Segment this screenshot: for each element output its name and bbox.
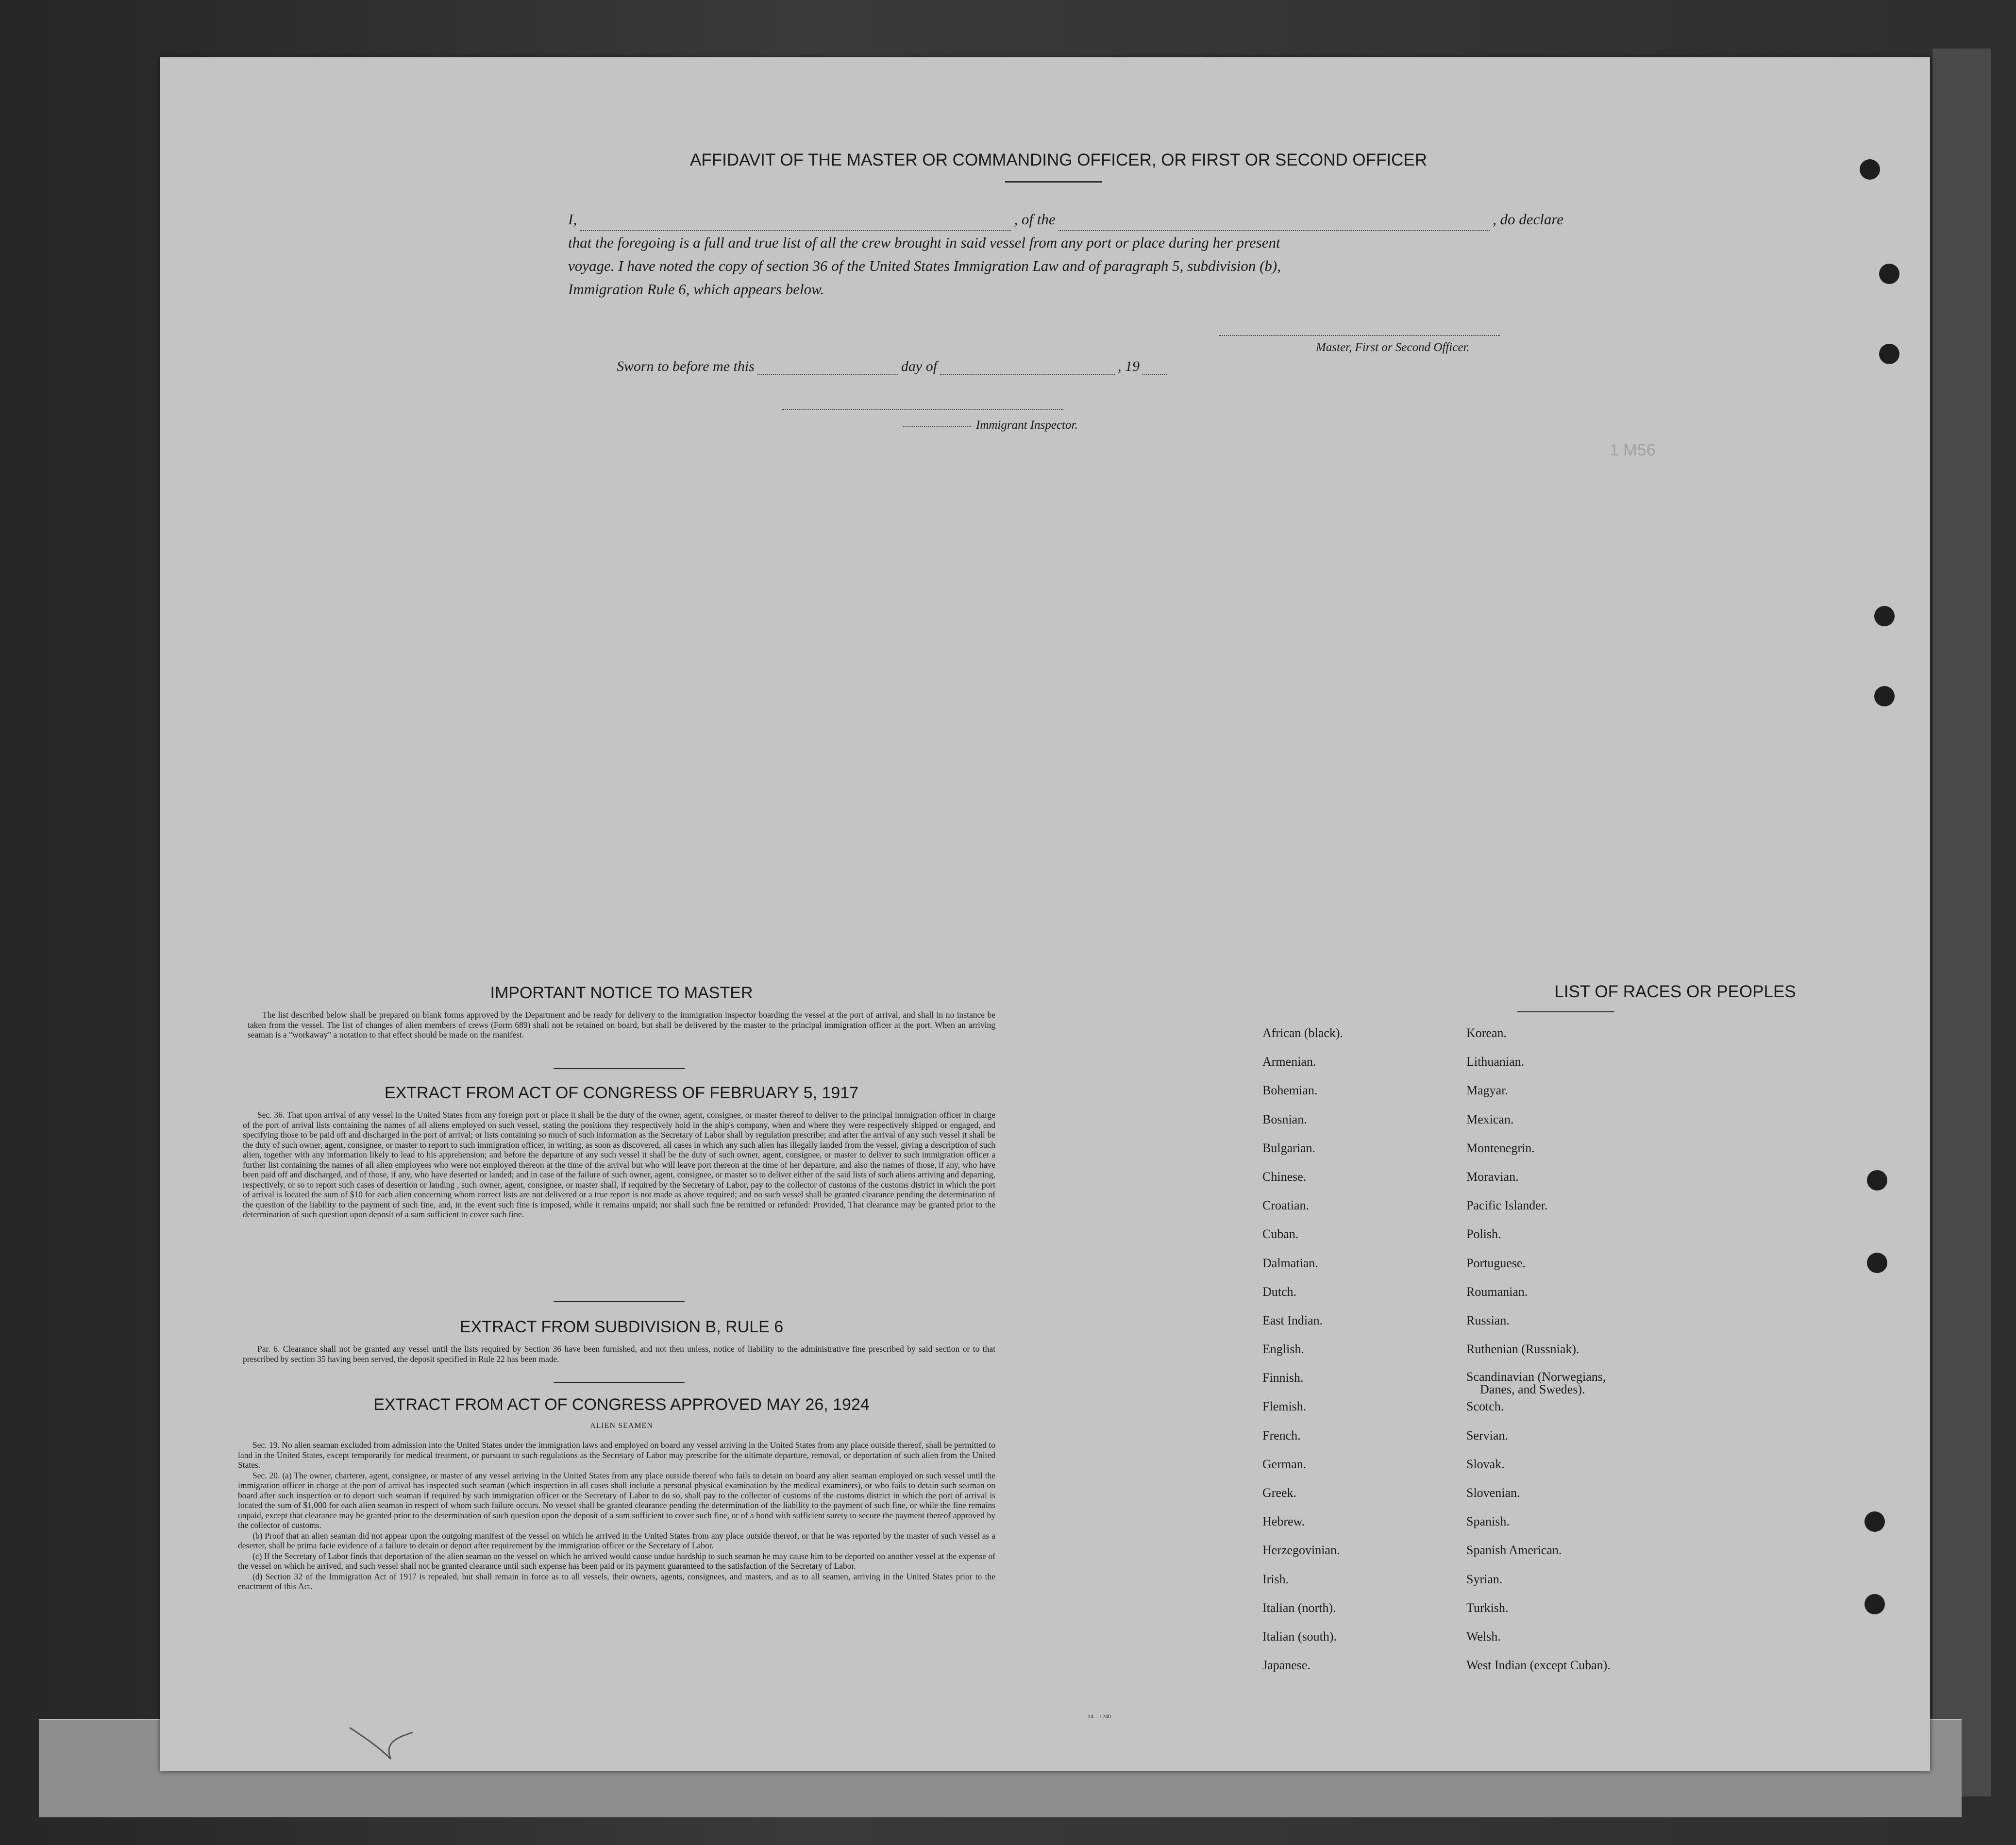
race-item: Croatian. xyxy=(1262,1198,1310,1213)
punch-hole xyxy=(1879,264,1899,284)
punch-hole xyxy=(1860,159,1880,180)
sec-19-paragraph: Sec. 19. No alien seaman excluded from admission into the United States under the immigration laws and employed on board any vessel arriving in the United States from any place outside thereof, shall be permitted to land in the United States, except temporarily for medical treatment, or pursuant to such regulations as the Secretary of Labor may prescribe for the ultimate departure, removal, or deportation of such alien from the United States. xyxy=(238,1440,995,1470)
extract-rule6-title: EXTRACT FROM SUBDIVISION B, RULE 6 xyxy=(459,1318,784,1336)
race-item: Scotch. xyxy=(1466,1399,1504,1414)
race-item: Dalmatian. xyxy=(1262,1256,1318,1270)
sec-20c-paragraph: (c) If the Secretary of Labor finds that deportation of the alien seaman on the vessel on which he arrived would cause undue hardship to such seaman he may cause him to be deported on another vessel at the expense of the vessel on which he arrived, and such vessel shall not be granted clearance until such expense has been paid or its payment guaranteed to the satisfaction of the Secretary of Labor. xyxy=(238,1551,995,1571)
race-item: Dutch. xyxy=(1262,1284,1297,1299)
pencil-mark xyxy=(345,1718,418,1766)
race-item: Moravian. xyxy=(1466,1169,1519,1184)
race-item: Italian (south). xyxy=(1262,1629,1337,1644)
punch-hole xyxy=(1874,686,1895,706)
race-item: Greek. xyxy=(1262,1486,1297,1500)
declaration-line-4: Immigration Rule 6, which appears below. xyxy=(568,281,824,298)
extract-1924-title: EXTRACT FROM ACT OF CONGRESS APPROVED MAY 26, 1924 xyxy=(373,1395,870,1414)
race-item: Syrian. xyxy=(1466,1572,1503,1586)
race-item: Flemish. xyxy=(1262,1399,1307,1414)
sec-20b-paragraph: (b) Proof that an alien seaman did not appear upon the outgoing manifest of the vessel on which he arrived in the United States from any place outside thereof, or that he was reported by the master of such vessel as a deserter, shall be prima facie evidence of a failure to detain or deport after requirement by the immigration officer or the Secretary of Labor. xyxy=(238,1530,995,1550)
race-item: Welsh. xyxy=(1466,1629,1501,1644)
race-item: Herzegovinian. xyxy=(1262,1543,1340,1558)
sworn-day-of: day of xyxy=(901,358,938,374)
race-item: English. xyxy=(1262,1342,1304,1357)
race-item: Turkish. xyxy=(1466,1600,1509,1615)
form-number: 14—1240 xyxy=(1088,1713,1111,1720)
race-item: Spanish. xyxy=(1466,1514,1510,1529)
race-item: Scandinavian (Norwegians, xyxy=(1466,1370,1606,1384)
race-item: Bosnian. xyxy=(1262,1112,1307,1126)
master-signature-line[interactable] xyxy=(1219,335,1500,336)
race-item: French. xyxy=(1262,1428,1301,1442)
race-item-continuation: Danes, and Swedes). xyxy=(1480,1382,1585,1397)
notice-title: IMPORTANT NOTICE TO MASTER xyxy=(490,984,753,1002)
race-item: Magyar. xyxy=(1466,1083,1508,1098)
race-item: Mexican. xyxy=(1466,1112,1514,1126)
race-item: East Indian. xyxy=(1262,1313,1323,1327)
race-item: Pacific Islander. xyxy=(1466,1198,1548,1213)
race-item: Italian (north). xyxy=(1262,1600,1336,1615)
inspector-lead-line xyxy=(903,426,971,427)
declaration-of-the: , of the xyxy=(1014,211,1056,228)
underlying-sheet-edge xyxy=(1932,49,1991,1796)
sworn-month-blank[interactable] xyxy=(940,362,1115,375)
race-item: Cuban. xyxy=(1262,1227,1299,1241)
races-title-rule xyxy=(1517,1011,1614,1012)
inspector-signature-line[interactable] xyxy=(782,409,1063,410)
extract-1924-body xyxy=(238,1440,995,1592)
declaration-block xyxy=(568,208,1563,301)
race-item: German. xyxy=(1262,1457,1307,1471)
race-item: Bohemian. xyxy=(1262,1083,1318,1098)
races-left-column xyxy=(1262,1026,1343,1687)
sec-36-paragraph: Sec. 36. That upon arrival of any vessel in the United States from any foreign port or place it shall be the duty of the owner, agent, consignee, or master thereof to deliver to the principal immigration officer in charge of the port of arrival lists containing the names of all aliens employed on such vessel, stating the positions they respectively hold in the ship's company, when and where they were respectively shipped or engaged, and specifying those to be paid off and discharged in the port of arrival; or lists containing so much of such information as the Secretary of Labor shall by regulation prescribe; and after the arrival of any such vessel it shall be the duty of such owner, agent, consignee, or master to report to such immigration officer, in writing, as soon as discovered, all cases in which any such alien has illegally landed from the vessel, giving a description of such alien, together with any information likely to lead to his apprehension; and before the departure of any such vessel it shall be the duty of such owner, agent, consignee, or master to deliver to such immigration officer a further list containing the names of all alien employees who were not employed thereon at the time of the arrival but who will leave port thereon at the time of her departure, and also the names of those, if any, who have been paid off and discharged, and of those, if any, who have deserted or landed; and in case of the failure of such owner, agent, consignee, or master so to deliver either of the said lists of such aliens arriving and departing, respectively, or so to report such cases of desertion or landing , such owner, agent, consignee, or master shall, if required by the Secretary of Labor, pay to the collector of customs of the customs district in which the port of arrival is located the sum of $10 for each alien concerning whom correct lists are not delivered or a true report is not made as above required; and no such vessel shall be granted clearance pending the determination of the question of the liability to the payment of such fine, and, in the event such fine is imposed, while it remains unpaid; nor shall such fine be remitted or refunded: Provided, That clearance may be granted prior to the determination of such question upon deposit of a sum sufficient to cover such fine. xyxy=(243,1110,995,1219)
race-item: Bulgarian. xyxy=(1262,1141,1316,1155)
race-item: Portuguese. xyxy=(1466,1256,1526,1270)
race-item: Roumanian. xyxy=(1466,1284,1528,1299)
sworn-prefix: Sworn to before me this xyxy=(617,358,755,374)
notice-paragraph: The list described below shall be prepared on blank forms approved by the Department and be ready for delivery to the immigration inspector boarding the vessel at the port of arrival, and shall in no instance be taken from the vessel. The list of changes of alien members of crews (Form 689) shall not be retained on board, but shall be delivered by the master to the principal immigration officer at the port. When an arriving seaman is a "workaway" a notation to that effect should be made on the manifest. xyxy=(248,1010,995,1040)
section-rule xyxy=(554,1301,685,1302)
bleed-through-stamp: 1 M56 xyxy=(1610,441,1656,459)
sec-20d-paragraph: (d) Section 32 of the Immigration Act of 1917 is repealed, but shall remain in force as to all vessels, their owners, agents, consignees, and masters, and as to all seamen, arriving in the United States prior to the enactment of this Act. xyxy=(238,1571,995,1591)
race-item: Spanish American. xyxy=(1466,1543,1562,1558)
race-item: West Indian (except Cuban). xyxy=(1466,1658,1611,1673)
punch-hole xyxy=(1874,606,1895,626)
extract-rule6-body xyxy=(243,1344,995,1364)
sworn-year-blank[interactable] xyxy=(1142,362,1167,375)
race-item: Montenegrin. xyxy=(1466,1141,1535,1155)
punch-hole xyxy=(1879,344,1899,364)
declaration-do-declare: , do declare xyxy=(1492,211,1564,228)
inspector-signature-label: Immigrant Inspector. xyxy=(976,419,1078,432)
punch-hole xyxy=(1865,1511,1885,1532)
affidavit-title: AFFIDAVIT OF THE MASTER OR COMMANDING OFFICER, OR FIRST OR SECOND OFFICER xyxy=(689,151,1428,169)
race-item: Armenian. xyxy=(1262,1055,1316,1069)
race-item: Irish. xyxy=(1262,1572,1289,1586)
section-rule xyxy=(554,1068,685,1069)
punch-hole xyxy=(1867,1253,1887,1273)
race-item: Ruthenian (Russniak). xyxy=(1466,1342,1579,1357)
section-rule xyxy=(554,1382,685,1383)
declaration-line-1 xyxy=(568,208,1563,231)
race-item: Polish. xyxy=(1466,1227,1501,1241)
race-item: Slovak. xyxy=(1466,1457,1505,1471)
punch-hole xyxy=(1865,1594,1885,1614)
vessel-blank[interactable] xyxy=(1058,218,1490,231)
race-item: Servian. xyxy=(1466,1428,1508,1442)
race-item: Korean. xyxy=(1466,1026,1507,1040)
races-right-column xyxy=(1466,1026,1611,1687)
declaration-line-2: that the foregoing is a full and true list of all the crew brought in said vessel from any port or place during her present xyxy=(568,234,1280,251)
declaration-line-3: voyage. I have noted the copy of section 36 of the United States Immigration Law and of paragraph 5, subdivision (b), xyxy=(568,257,1281,274)
declaration-i: I, xyxy=(568,211,577,228)
race-item: African (black). xyxy=(1262,1026,1344,1040)
race-item: Chinese. xyxy=(1262,1169,1307,1184)
sworn-line xyxy=(617,358,1228,375)
race-item: Japanese. xyxy=(1262,1658,1310,1673)
races-title: LIST OF RACES OR PEOPLES xyxy=(1554,982,1796,1001)
master-signature-label: Master, First or Second Officer. xyxy=(1316,341,1470,354)
sworn-day-blank[interactable] xyxy=(757,362,898,375)
alien-seamen-subtitle: ALIEN SEAMEN xyxy=(590,1422,653,1430)
race-item: Hebrew. xyxy=(1262,1514,1305,1529)
notice-body xyxy=(248,1010,995,1040)
name-blank[interactable] xyxy=(580,218,1011,231)
punch-hole xyxy=(1867,1170,1887,1191)
race-item: Russian. xyxy=(1466,1313,1510,1327)
title-rule xyxy=(1005,181,1102,183)
document-page xyxy=(160,57,1930,1771)
extract-1917-title: EXTRACT FROM ACT OF CONGRESS OF FEBRUARY 5, 1917 xyxy=(384,1084,859,1102)
race-item: Lithuanian. xyxy=(1466,1055,1525,1069)
race-item-multiline xyxy=(1466,1371,1611,1399)
extract-1917-body xyxy=(243,1110,995,1220)
race-item: Finnish. xyxy=(1262,1371,1304,1385)
sworn-year: , 19 xyxy=(1118,358,1140,374)
par-6-paragraph: Par. 6. Clearance shall not be granted any vessel until the lists required by Section 36 have been furnished, and not then unless, notice of liability to the administrative fine prescribed by said section or to that prescribed by section 35 having been served, the deposit specified in Rule 22 has been made. xyxy=(243,1344,995,1364)
sec-20a-paragraph: Sec. 20. (a) The owner, charterer, agent, consignee, or master of any vessel arriving in the United States from any place outside thereof who fails to detain on board any alien seaman employed on such vessel until the immigration officer in charge at the port of arrival has inspected such seaman (which inspection in all cases shall include a personal physical examination by the medical examiners), or who fails to detain such seaman on board after such inspection or to deport such seaman if required by such immigration officer or the Secretary of Labor to do so, shall pay to the collector of customs of the customs district in which the port of arrival is located the sum of $1,000 for each alien seaman in respect of whom such failure occurs. No vessel shall be granted clearance pending the determination of the liability to the payment of such fine, or while the fine remains unpaid, except that clearance may be granted prior to the determination of such question upon the deposit of a sum sufficient to cover such fine, or of a bond with sufficient surety to secure the payment thereof approved by the collector of customs. xyxy=(238,1470,995,1530)
race-item: Slovenian. xyxy=(1466,1486,1520,1500)
